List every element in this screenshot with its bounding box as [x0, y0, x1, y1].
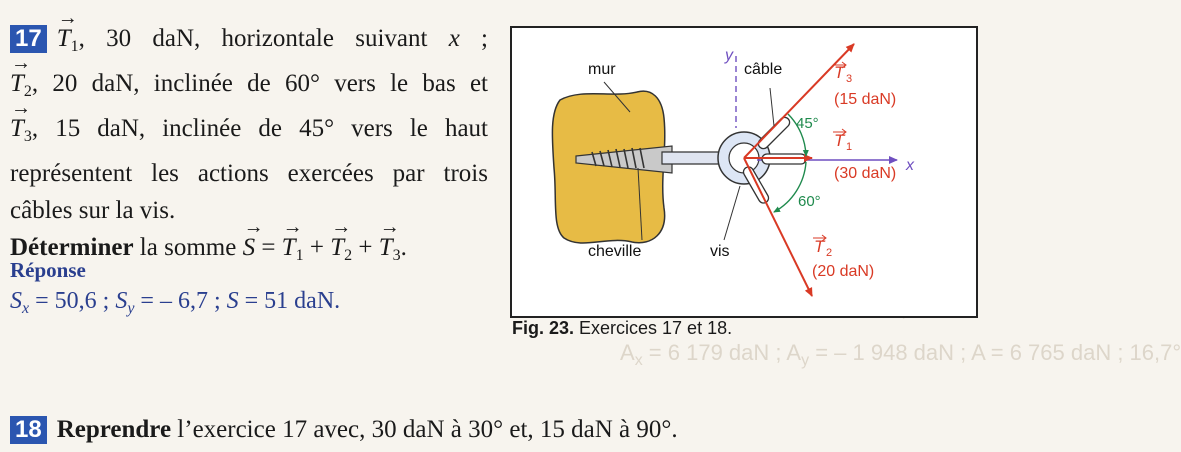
exercise-number-badge: 17 — [10, 25, 47, 53]
label-45: 45° — [796, 115, 819, 132]
label-t2-value: (20 daN) — [812, 263, 875, 280]
label-cheville: cheville — [588, 243, 642, 260]
label-x: x — [906, 157, 914, 174]
exercise-17-line-5: câbles sur la vis. — [10, 197, 176, 224]
exercise-18: 18 Reprendre l’exercice 17 avec, 30 daN à 30° et, 15 daN à 90°. — [10, 416, 678, 444]
exercise-17 — [10, 20, 488, 274]
label-t1-vector: T — [834, 131, 845, 150]
svg-text:3: 3 — [846, 73, 853, 85]
label-cable: câble — [744, 61, 783, 78]
vector-t3: → $T_3$ — [10, 110, 32, 155]
label-mur: mur — [588, 61, 616, 78]
svg-text:2: 2 — [826, 247, 833, 259]
bleed-through-text: $A_x = 6$ 179 daN ; $A_y$ = – 1 948 daN ; A = 6 765 daN ; 16,7° — [620, 340, 1181, 369]
label-vis: vis — [710, 243, 730, 260]
vector-t2: → $T_2$ — [10, 65, 32, 110]
force-diagram — [512, 28, 976, 316]
screw-shank — [662, 152, 720, 164]
figure-23 — [510, 26, 978, 318]
answer-title: Réponse — [10, 258, 86, 282]
label-t2-vector: T — [814, 237, 825, 256]
svg-text:1: 1 — [846, 141, 853, 153]
label-60: 60° — [798, 193, 821, 210]
exercise-17-line-3: → $T_3$, 15 daN, inclinée de 45° vers le haut — [10, 110, 488, 155]
vector-t1: → $T_1$ — [57, 20, 79, 65]
label-y: y — [725, 47, 733, 64]
label-t3-vector: T — [834, 63, 845, 82]
figure-caption: Fig. 23. Exercices 17 et 18. — [512, 318, 733, 338]
exercise-17-line-2: → $T_2$, 20 daN, inclinée de 60° vers le bas et — [10, 65, 488, 110]
label-t1-value: (30 daN) — [834, 165, 897, 182]
label-t3-value: (15 daN) — [834, 91, 897, 108]
exercise-17-question: Déterminer la somme → S = → $T_1$ + → $T_2$ + → $T_3$. — [10, 229, 488, 274]
answer-values: $S_x = 50,6$ ; $S_y$ = – 6,7 ; S = 51 daN. — [10, 288, 341, 317]
exercise-17-line-1: $17\to T_1$, 30 daN, horizontale suivant x ; — [10, 20, 488, 65]
exercise-number-badge: 18 — [10, 416, 47, 444]
exercise-17-line-4: représentent les actions exercées par trois — [10, 160, 488, 187]
